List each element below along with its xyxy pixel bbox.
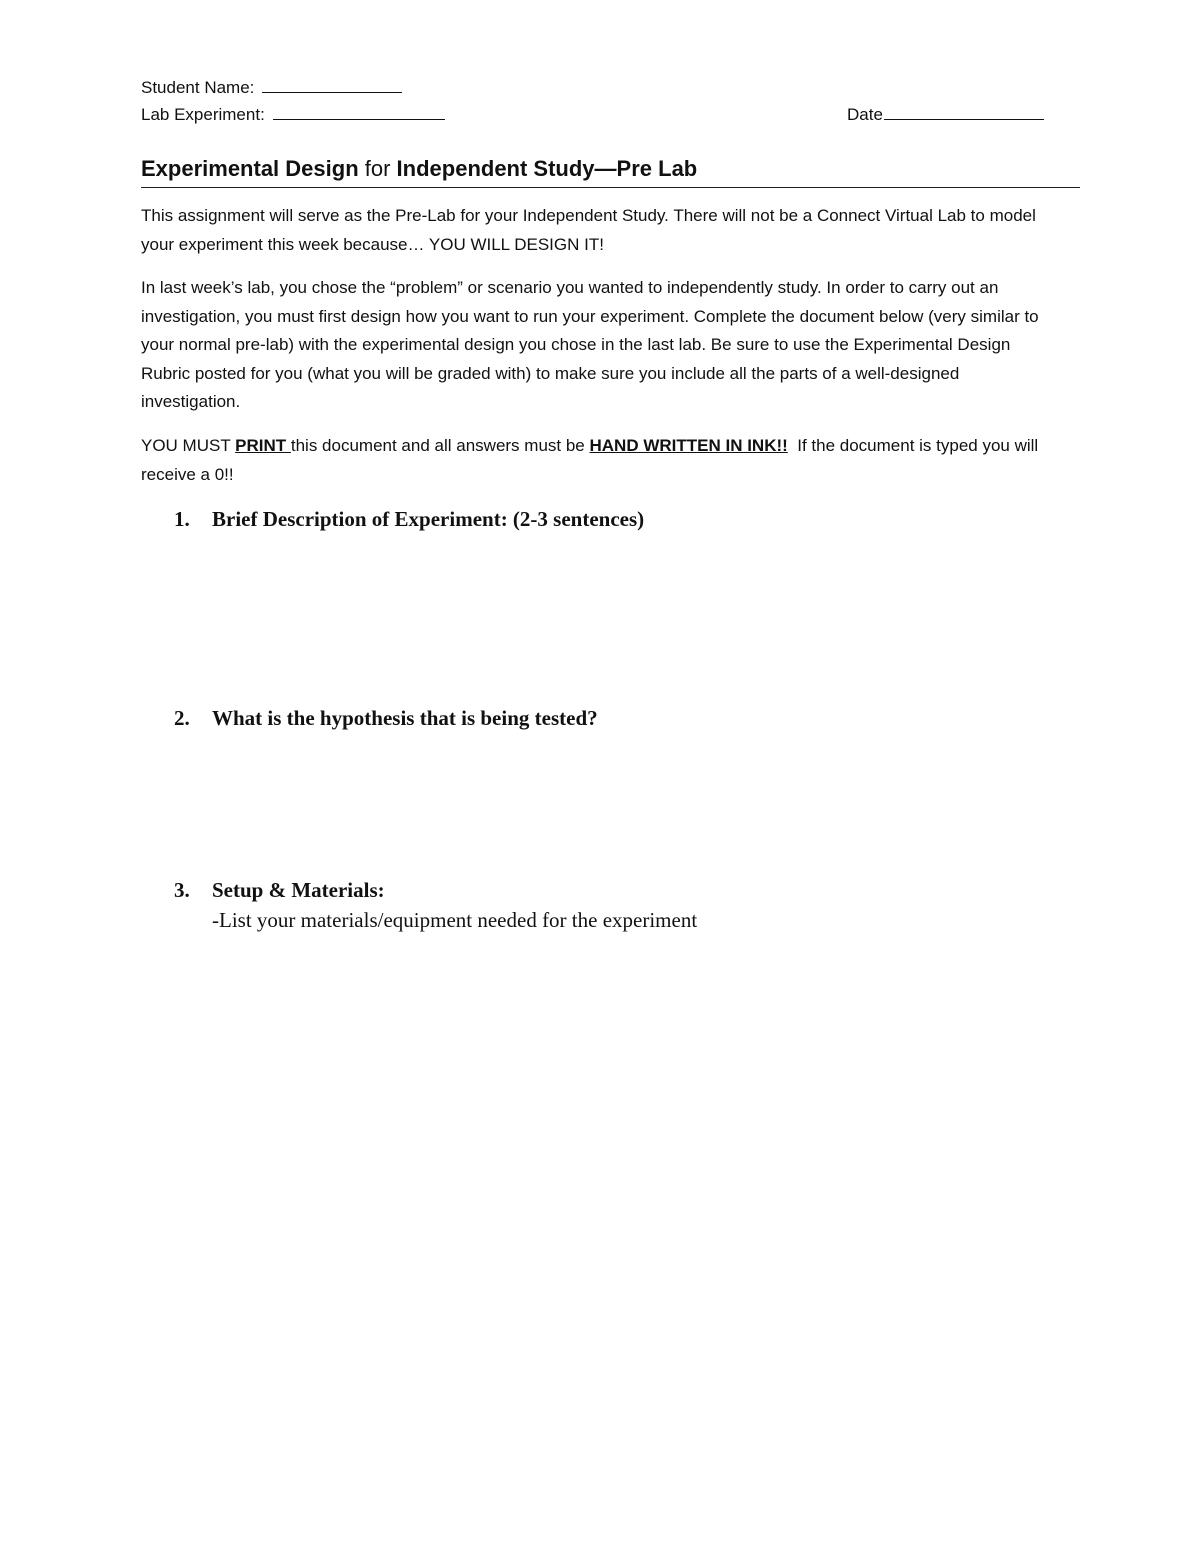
notice-print-emphasis: PRINT <box>235 436 291 455</box>
notice-text-e: If the document is typed you will receive a 0!! <box>141 436 1043 484</box>
question-1 <box>174 505 644 533</box>
student-name-blank <box>262 76 402 93</box>
student-name-label: Student Name: <box>141 78 255 97</box>
question-3-text: Setup & Materials: <box>212 878 385 902</box>
lab-experiment-row <box>141 103 445 125</box>
question-2-number: 2. <box>174 706 190 730</box>
question-2 <box>174 704 598 732</box>
title-part-3: Independent Study—Pre Lab <box>396 156 698 181</box>
notice-handwritten-emphasis: HAND WRITTEN IN INK!! <box>589 436 788 455</box>
lab-experiment-label: Lab Experiment: <box>141 105 265 124</box>
instructions-paragraph: In last week’s lab, you chose the “problem” or scenario you wanted to independently study. In order to carry out an investigation, you must first design how you want to run your experiment. Complete the document below (very similar to your normal pre-lab) with the experimental design you chose in the last lab. Be sure to use the Experimental Design Rubric posted for you (what you will be graded with) to make sure you include all the parts of a well-designed investigation. <box>141 278 1039 411</box>
print-notice-paragraph <box>141 432 1061 489</box>
question-1-text: Brief Description of Experiment: (2-3 sentences) <box>212 507 645 531</box>
lab-experiment-blank <box>273 103 445 120</box>
question-1-number: 1. <box>174 507 190 531</box>
date-label: Date <box>847 105 883 124</box>
student-name-row <box>141 76 402 98</box>
notice-text-c: this document and all answers must be <box>290 436 590 455</box>
question-3-number: 3. <box>174 878 190 902</box>
title-part-1: Experimental Design <box>141 156 359 181</box>
question-3-instruction: -List your materials/equipment needed for the experiment <box>212 908 698 932</box>
question-2-text: What is the hypothesis that is being tested? <box>212 706 598 730</box>
intro-paragraph: This assignment will serve as the Pre-Lab for your Independent Study. There will not be a Connect Virtual Lab to model your experiment this week because… YOU WILL DESIGN IT! <box>141 206 1036 254</box>
page-title <box>141 155 697 183</box>
date-row <box>847 103 1044 125</box>
date-blank <box>884 103 1044 120</box>
question-3 <box>174 876 385 904</box>
title-part-2: for <box>358 156 397 181</box>
notice-text-a: YOU MUST <box>141 436 236 455</box>
title-divider <box>141 187 1080 188</box>
